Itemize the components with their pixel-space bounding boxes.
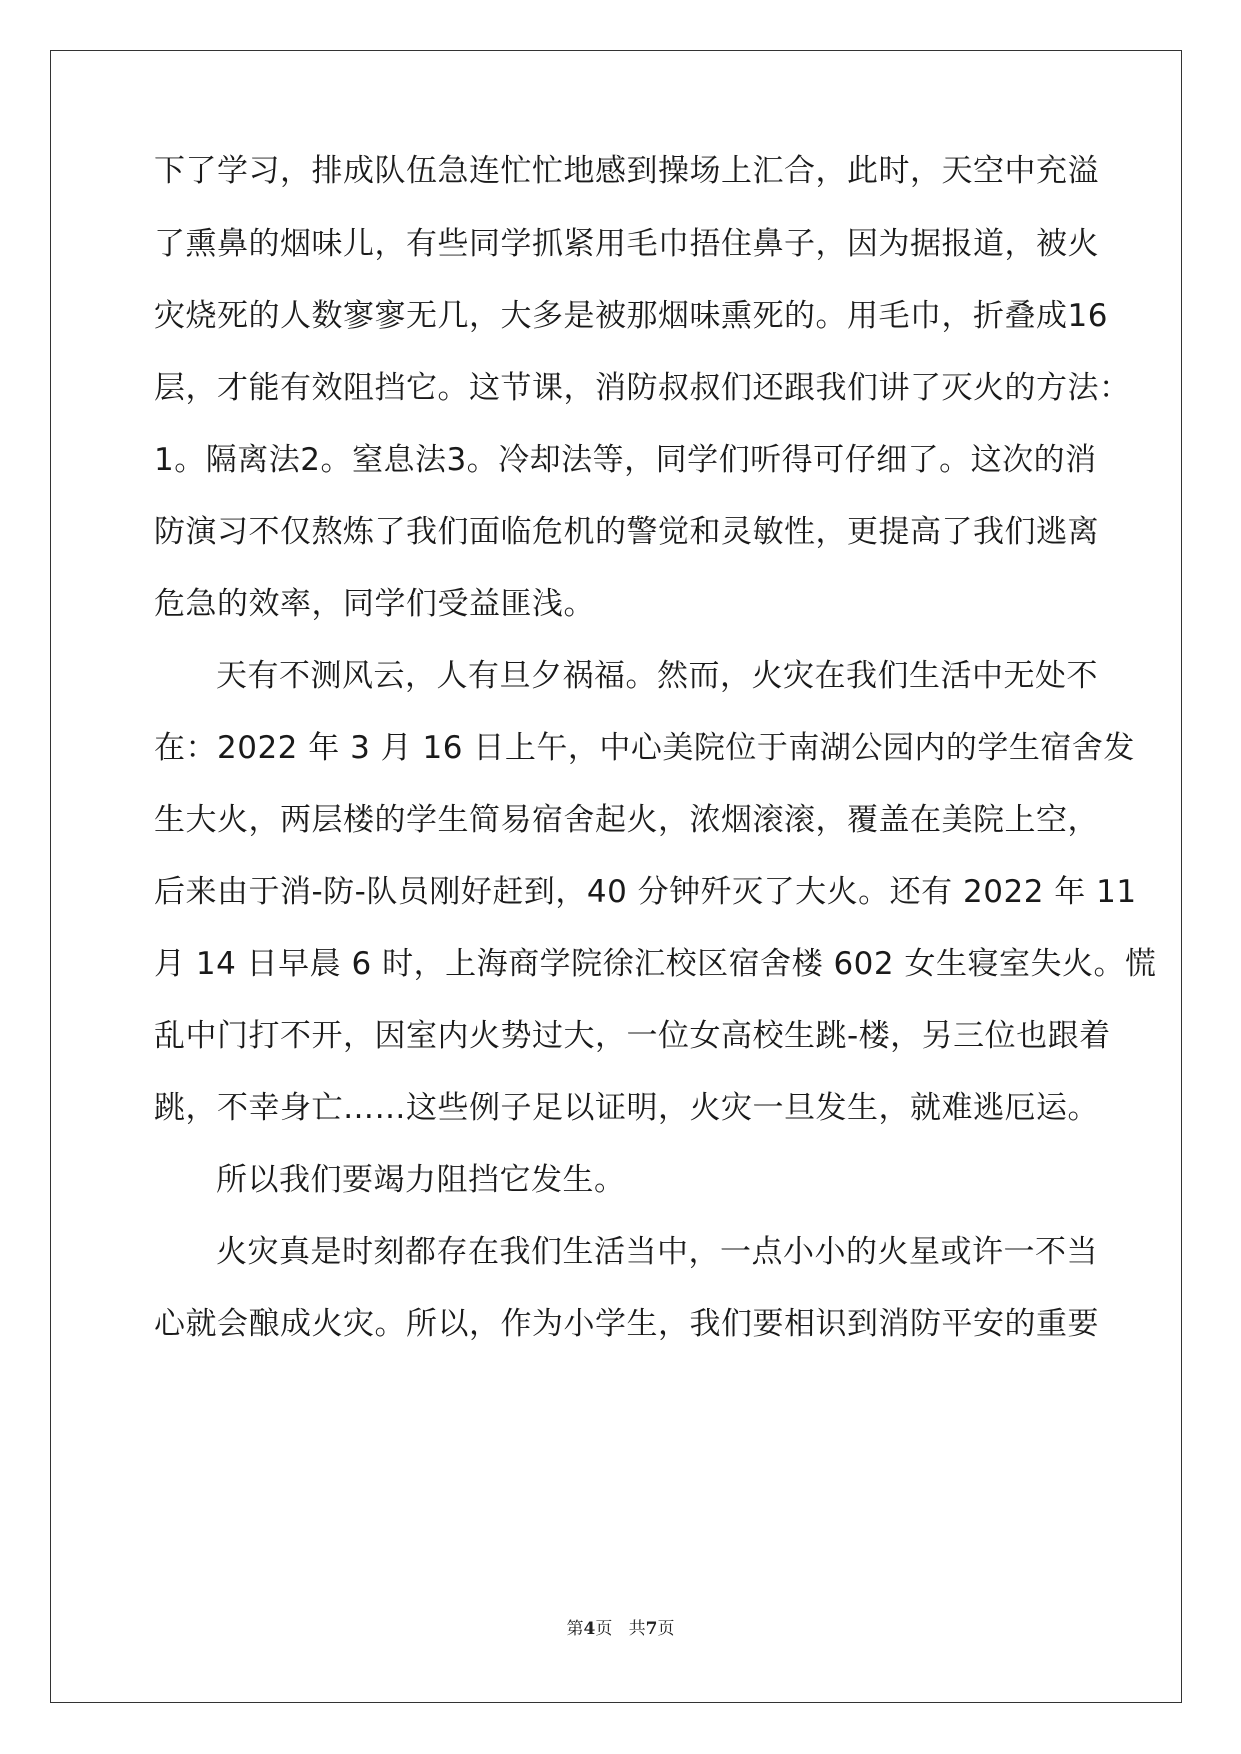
footer-total-prefix: 共 <box>628 1619 646 1639</box>
text-line: 防演习不仅熬炼了我们面临危机的警觉和灵敏性，更提高了我们逃离 <box>154 514 1099 550</box>
text-line: 月 14 日早晨 6 时，上海商学院徐汇校区宿舍楼 602 女生寝室失火。慌 <box>154 946 1157 982</box>
text-line: 1。隔离法2。窒息法3。冷却法等，同学们听得可仔细了。这次的消 <box>154 442 1097 478</box>
text-line: 后来由于消-防-队员刚好赶到，40 分钟歼灭了大火。还有 2022 年 11 <box>154 874 1137 910</box>
text-line: 了熏鼻的烟味儿，有些同学抓紧用毛巾捂住鼻子，因为据报道，被火 <box>154 226 1099 262</box>
text-line: 生大火，两层楼的学生简易宿舍起火，浓烟滚滚，覆盖在美院上空， <box>154 802 1099 838</box>
text-line: 心就会酿成火灾。所以，作为小学生，我们要相识到消防平安的重要 <box>154 1306 1099 1342</box>
total-pages-number: 7 <box>645 1619 658 1639</box>
text-line: 所以我们要竭力阻挡它发生。 <box>216 1162 626 1198</box>
footer-page-word: 页 <box>595 1619 613 1639</box>
text-line: 天有不测风云，人有旦夕祸福。然而，火灾在我们生活中无处不 <box>216 658 1098 694</box>
current-page-number: 4 <box>583 1619 596 1639</box>
text-line: 危急的效率，同学们受益匪浅。 <box>154 586 595 622</box>
text-line: 在：2022 年 3 月 16 日上午，中心美院位于南湖公园内的学生宿舍发 <box>154 730 1135 766</box>
text-line: 下了学习，排成队伍急连忙忙地感到操场上汇合，此时，天空中充溢 <box>154 153 1099 189</box>
text-line: 火灾真是时刻都存在我们生活当中，一点小小的火星或许一不当 <box>216 1234 1098 1270</box>
page-footer <box>0 1617 1241 1641</box>
text-line: 层，才能有效阻挡它。这节课，消防叔叔们还跟我们讲了灭火的方法： <box>154 370 1131 406</box>
text-line: 灾烧死的人数寥寥无几，大多是被那烟味熏死的。用毛巾，折叠成16 <box>154 298 1108 334</box>
text-line: 跳，不幸身亡……这些例子足以证明，火灾一旦发生，就难逃厄运。 <box>154 1090 1099 1126</box>
footer-total-suffix: 页 <box>657 1619 675 1639</box>
footer-prefix: 第 <box>566 1619 584 1639</box>
text-line: 乱中门打不开，因室内火势过大，一位女高校生跳-楼，另三位也跟着 <box>154 1018 1111 1054</box>
